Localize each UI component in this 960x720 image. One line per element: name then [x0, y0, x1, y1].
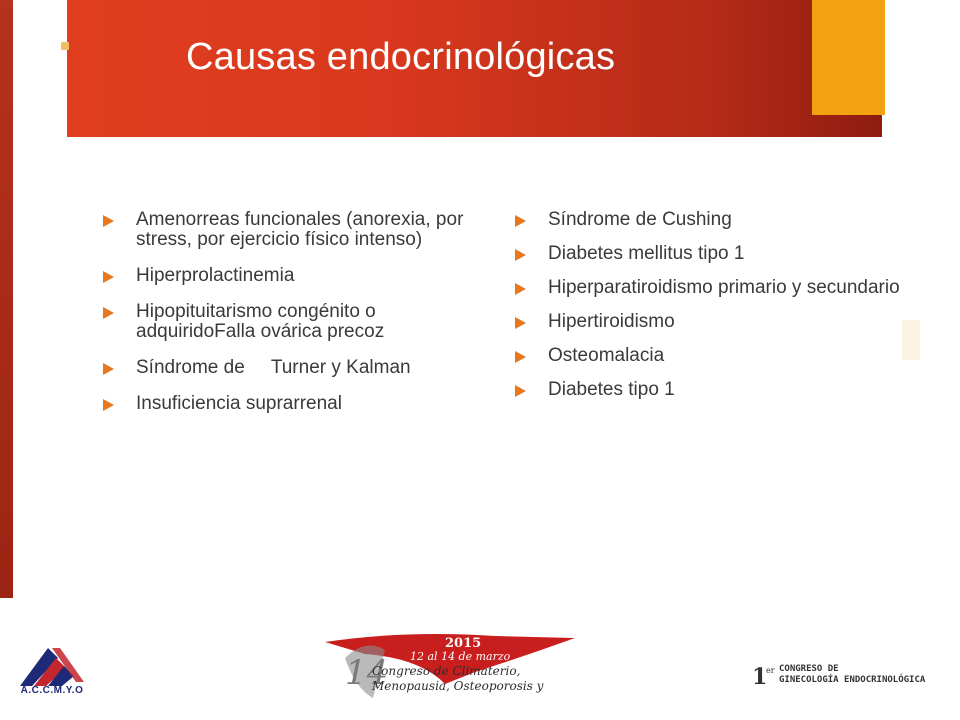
congress-number: 14 — [345, 653, 389, 693]
arrow-bullet-icon — [103, 399, 114, 411]
list-item — [515, 346, 900, 366]
right-bullet-list — [515, 210, 900, 414]
left-bullet-list — [103, 210, 473, 430]
arrow-bullet-icon — [103, 271, 114, 283]
list-item — [103, 210, 473, 250]
ginecologia-logo-line-2: GINECOLOGÍA ENDOCRINOLÓGICA — [779, 675, 926, 685]
arrow-bullet-icon — [103, 307, 114, 319]
congress-year: 2015 — [445, 636, 482, 651]
list-item — [103, 266, 473, 286]
list-item-text: Insuficiencia suprarrenal — [136, 393, 342, 414]
arrow-bullet-icon — [515, 249, 526, 261]
ginecologia-logo-line-1: CONGRESO DE — [779, 664, 839, 674]
list-item — [103, 358, 473, 378]
list-item-text: Diabetes tipo 1 — [548, 379, 675, 400]
list-item-text: Hipopituitarismo congénito o adquiridoFalla ovárica precoz — [136, 301, 385, 342]
list-item — [515, 244, 900, 264]
arrow-bullet-icon — [515, 283, 526, 295]
faint-decoration — [902, 320, 920, 360]
list-item-text: Amenorreas funcionales (anorexia, por stress, por ejercicio físico intenso) — [136, 209, 469, 250]
left-accent-bar — [0, 0, 13, 598]
ginecologia-logo-superscript: er — [766, 666, 775, 675]
list-item-text: Hiperprolactinemia — [136, 265, 295, 286]
arrow-bullet-icon — [103, 363, 114, 375]
list-item-text: Osteomalacia — [548, 345, 665, 366]
congress-line-2: Menopausia, Osteoporosis y — [372, 679, 544, 693]
accmyo-logo-text: A.C.C.M.Y.O — [20, 685, 84, 696]
list-item — [515, 278, 900, 298]
list-item-text: Síndrome de Cushing — [548, 209, 732, 230]
accent-square — [812, 0, 885, 115]
congress-dates: 12 al 14 de marzo — [410, 650, 511, 663]
list-item — [515, 210, 900, 230]
list-item-text: Hipertiroidismo — [548, 311, 675, 332]
arrow-bullet-icon — [515, 215, 526, 227]
list-item — [515, 380, 900, 400]
arrow-bullet-icon — [103, 215, 114, 227]
list-item — [103, 394, 473, 414]
arrow-bullet-icon — [515, 317, 526, 329]
list-item-text: Diabetes mellitus tipo 1 — [548, 243, 745, 264]
arrow-bullet-icon — [515, 385, 526, 397]
list-item-text: Hiperparatiroidismo primario y secundario — [548, 277, 900, 298]
title-bullet-dot — [61, 42, 69, 50]
congress-line-1: Congreso de Climaterio, — [372, 664, 521, 678]
list-item — [515, 312, 900, 332]
list-item — [103, 302, 473, 342]
arrow-bullet-icon — [515, 351, 526, 363]
list-item-text: Síndrome de Turner y Kalman — [136, 357, 411, 378]
ginecologia-logo-number: 1 — [752, 664, 768, 690]
slide-title: Causas endocrinológicas — [186, 36, 616, 78]
